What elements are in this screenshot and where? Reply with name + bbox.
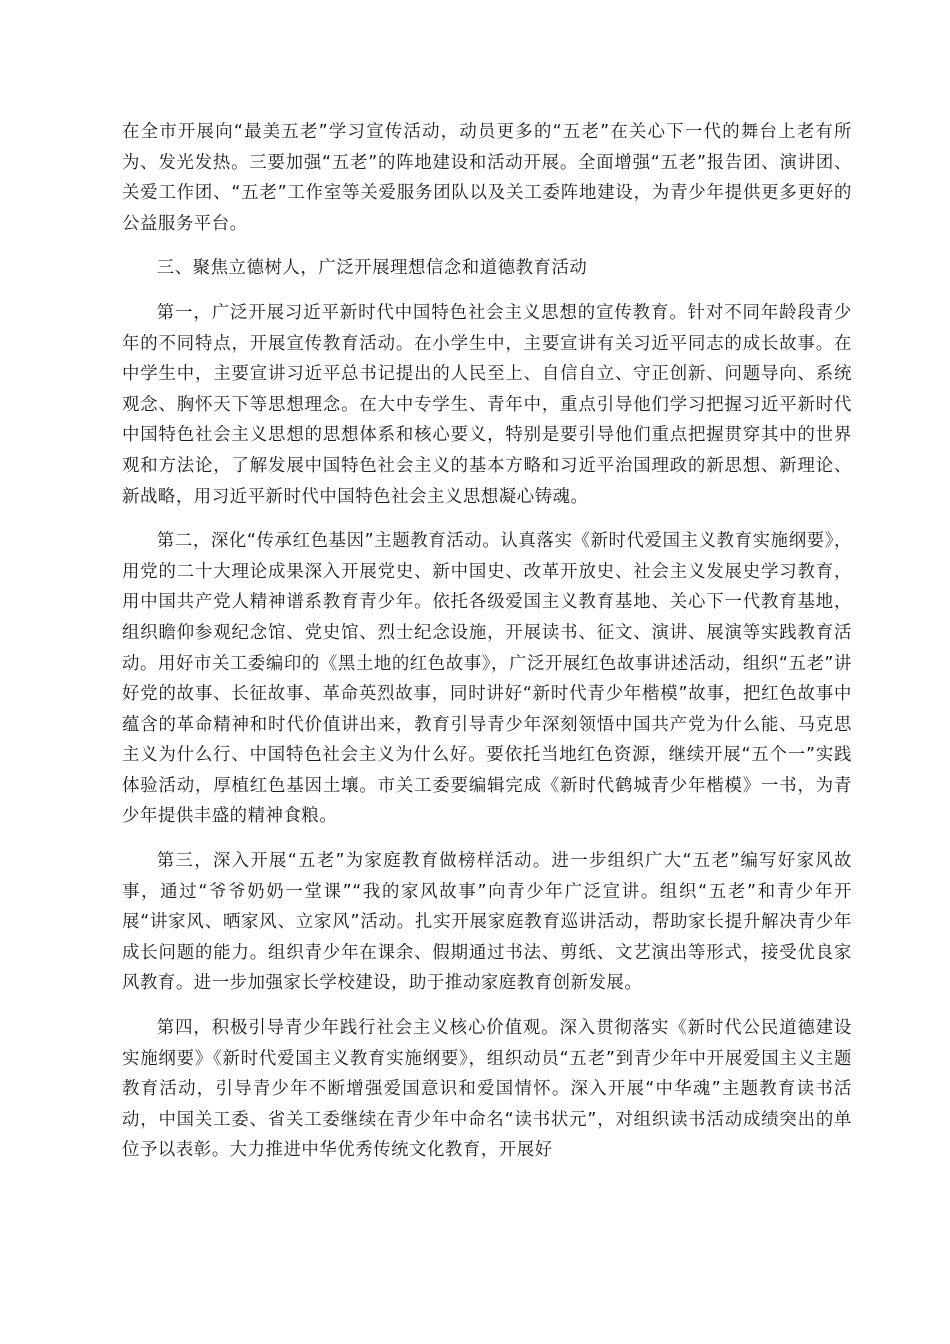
paragraph-continuation: 在全市开展向“最美五老”学习宣传活动，动员更多的“五老”在关心下一代的舞台上老有所为、发光发热。三要加强“五老”的阵地建设和活动开展。全面增强“五老”报告团、演讲团、关爱工作团、“五老”工作室等关爱服务团队以及关工委阵地建设，为青少年提供更多更好的公益服务平台。 bbox=[122, 122, 852, 234]
paragraph-item-3: 第三，深入开展“五老”为家庭教育做榜样活动。进一步组织广大“五老”编写好家风故事，通过“爷爷奶奶一堂课”“我的家风故事”向青少年广泛宣讲。组织“五老”和青少年开展“讲家风、晒家风、立家风”活动。扎实开展家庭教育巡讲活动，帮助家长提升解决青少年成长问题的能力。组织青少年在课余、假期通过书法、剪纸、文艺演出等形式，接受优良家风教育。进一步加强家长学校建设，助于推动家庭教育创新发展。 bbox=[122, 851, 852, 994]
paragraph-item-1: 第一，广泛开展习近平新时代中国特色社会主义思想的宣传教育。针对不同年龄段青少年的不同特点，开展宣传教育活动。在小学生中，主要宣讲有关习近平同志的成长故事。在中学生中，主要宣讲习近平总书记提出的人民至上、自信自立、守正创新、问题导向、系统观念、胸怀天下等思想理念。在大中专学生、青年中，重点引导他们学习把握习近平新时代中国特色社会主义思想的思想体系和核心要义，特别是要引导他们重点把握贯穿其中的世界观和方法论，了解发展中国特色社会主义的基本方略和习近平治国理政的新思想、新理论、新战略，用习近平新时代中国特色社会主义思想凝心铸魂。 bbox=[122, 302, 852, 507]
paragraph-item-2: 第二，深化“传承红色基因”主题教育活动。认真落实《新时代爱国主义教育实施纲要》，用党的二十大理论成果深入开展党史、新中国史、改革开放史、社会主义发展史学习教育，用中国共产党人精神谱系教育青少年。依托各级爱国主义教育基地、关心下一代教育基地，组织瞻仰参观纪念馆、党史馆、烈士纪念设施，开展读书、征文、演讲、展演等实践教育活动。用好市关工委编印的《黑土地的红色故事》，广泛开展红色故事讲述活动，组织“五老”讲好党的故事、长征故事、革命英烈故事，同时讲好“新时代青少年楷模”故事，把红色故事中蕴含的革命精神和时代价值讲出来，教育引导青少年深刻领悟中国共产党为什么能、马克思主义为什么行、中国特色社会主义为什么好。要依托当地红色资源，继续开展“五个一”实践体验活动，厚植红色基因土壤。市关工委要编辑完成《新时代鹤城青少年楷模》一书，为青少年提供丰盛的精神食粮。 bbox=[122, 531, 852, 827]
paragraph-item-4: 第四，积极引导青少年践行社会主义核心价值观。深入贯彻落实《新时代公民道德建设实施纲要》《新时代爱国主义教育实施纲要》，组织动员“五老”到青少年中开展爱国主义主题教育活动，引导青少年不断增强爱国意识和爱国情怀。深入开展“中华魂”主题教育读书活动，中国关工委、省关工委继续在青少年中命名“读书状元”，对组织读书活动成绩突出的单位予以表彰。大力推进中华优秀传统文化教育，开展好 bbox=[122, 1018, 852, 1161]
section-heading: 三、聚焦立德树人，广泛开展理想信念和道德教育活动 bbox=[156, 258, 588, 279]
